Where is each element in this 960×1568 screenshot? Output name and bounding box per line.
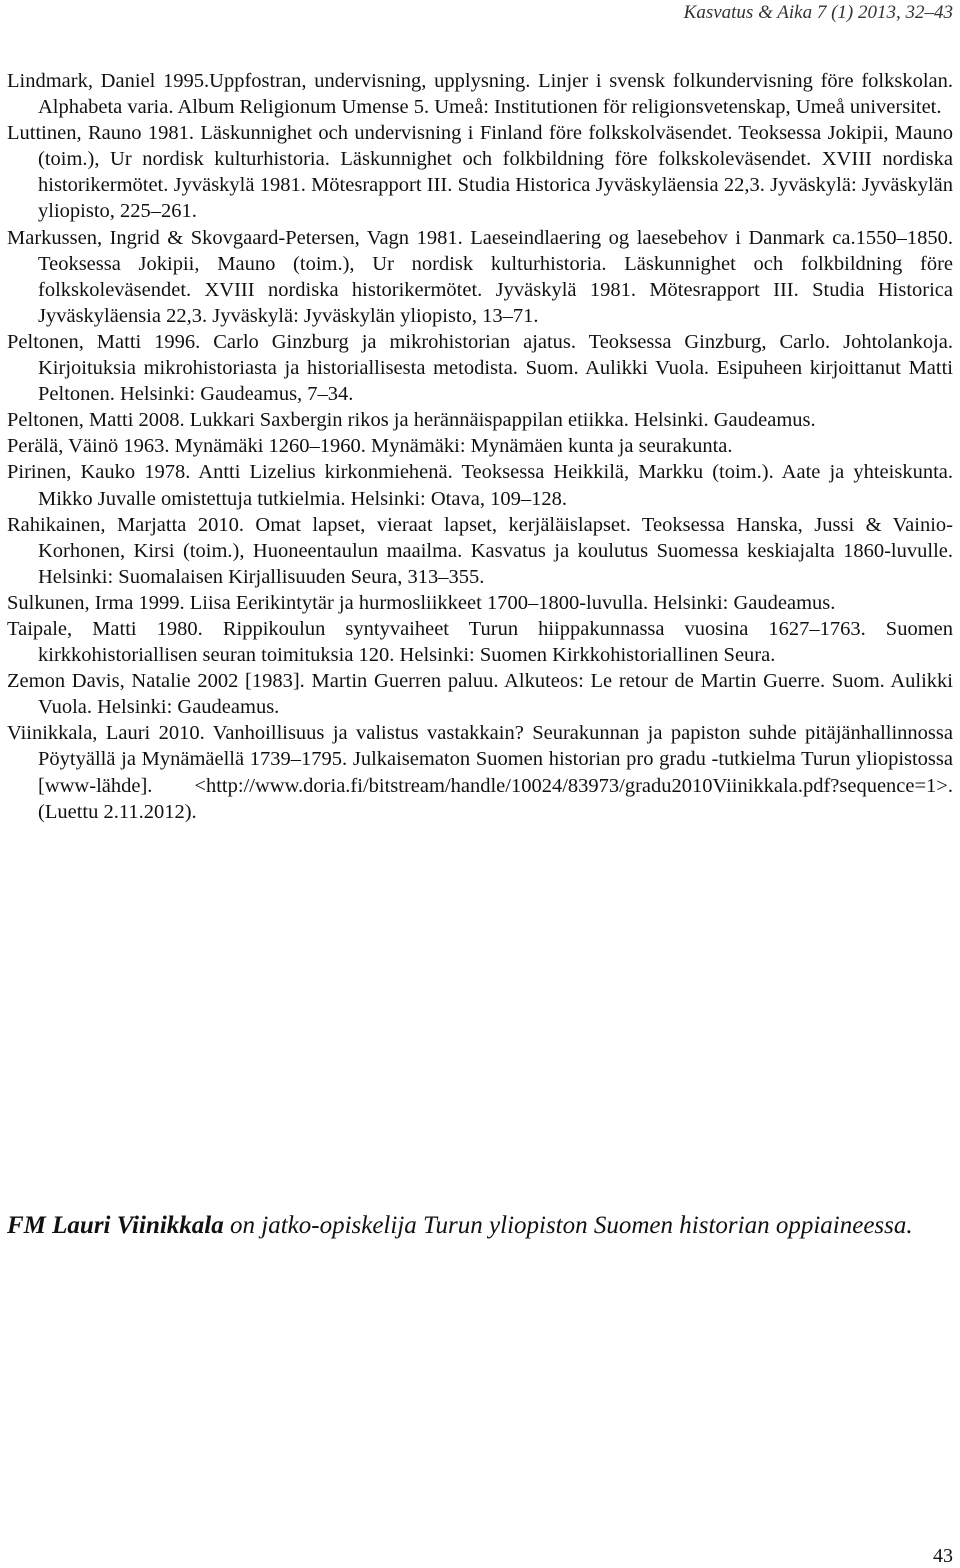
author-note (7, 1209, 953, 1243)
reference-entry: Markussen, Ingrid & Skovgaard-Petersen, Vagn 1981. Laeseindlaering og laesebehov i Danmark ca.1550–1850. Teoksessa Jokipii, Mauno (toim.), Ur nordisk kulturhistoria. Läskunnighet och folkbildning före folkskoleväsendet. XVIII nordiska historikermötet. Jyväskylä 1981. Mötesrapport III. Studia Historica Jyväskyläensia 22,3. Jyväskylä: Jyväskylän yliopisto, 13–71. (7, 226, 953, 327)
page-number: 43 (933, 1545, 953, 1567)
reference-entry: Perälä, Väinö 1963. Mynämäki 1260–1960. Mynämäki: Mynämäen kunta ja seurakunta. (7, 435, 733, 458)
reference-list (7, 68, 953, 825)
running-header: Kasvatus & Aika 7 (1) 2013, 32–43 (683, 2, 953, 23)
reference-entry: Sulkunen, Irma 1999. Liisa Eerikintytär ja hurmosliikkeet 1700–1800-luvulla. Helsinki: Gaudeamus. (7, 591, 836, 614)
reference-entry: Peltonen, Matti 1996. Carlo Ginzburg ja mikrohistorian ajatus. Teoksessa Ginzburg, Carlo. Johtolankoja. Kirjoituksia mikrohistoriasta ja historiallisesta metodista. Suom. Aulikki Vuola. Esipuheen kirjoittanut Matti Peltonen. Helsinki: Gaudeamus, 7–34. (7, 330, 953, 406)
reference-entry: Pirinen, Kauko 1978. Antti Lizelius kirkonmiehenä. Teoksessa Heikkilä, Markku (toim.). Aate ja yhteiskunta. Mikko Juvalle omistettuja tutkielmia. Helsinki: Otava, 109–128. (7, 461, 953, 510)
author-description: on jatko-opiskelija Turun yliopiston Suomen historian oppiaineessa. (223, 1212, 913, 1239)
reference-entry: Taipale, Matti 1980. Rippikoulun syntyvaiheet Turun hiippakunnassa vuosina 1627–1763. Suomen kirkkohistoriallisen seuran toimituksia 120. Helsinki: Suomen Kirkkohistoriallinen Seura. (7, 617, 953, 667)
reference-entry: Luttinen, Rauno 1981. Läskunnighet och undervisning i Finland före folkskolväsendet. Teoksessa Jokipii, Mauno (toim.), Ur nordisk kulturhistoria. Läskunnighet och folkbildning före folkskoleväsendet. XVIII nordiska historikermötet. Jyväskylä 1981. Mötesrapport III. Studia Historica Jyväskyläensia 22,3. Jyväskylä: Jyväskylän yliopisto, 225–261. (7, 122, 953, 223)
reference-entry: Peltonen, Matti 2008. Lukkari Saxbergin rikos ja herännäispappilan etiikka. Helsinki. Gaudeamus. (7, 409, 816, 432)
reference-entry: Lindmark, Daniel 1995.Uppfostran, undervisning, upplysning. Linjer i svensk folkundervisning före folkskolan. Alphabeta varia. Album Religionum Umense 5. Umeå: Institutionen för religionsvetenskap, Umeå universitet. (7, 70, 953, 119)
reference-entry: Zemon Davis, Natalie 2002 [1983]. Martin Guerren paluu. Alkuteos: Le retour de Martin Guerre. Suom. Aulikki Vuola. Helsinki: Gaudeamus. (7, 670, 953, 719)
reference-entry: Viinikkala, Lauri 2010. Vanhoillisuus ja valistus vastakkain? Seurakunnan ja papiston suhde pitäjänhallinnossa Pöytyällä ja Mynämäellä 1739–1795. Julkaisematon Suomen historian pro gradu -tutkielma Turun yliopistossa [www-lähde]. <http://www.doria.fi/bitstream/handle/10024/83973/gradu2010Viinikkala.pdf?sequence=1>. (Luettu 2.11.2012). (7, 722, 953, 823)
reference-entry: Rahikainen, Marjatta 2010. Omat lapset, vieraat lapset, kerjäläislapset. Teoksessa Hanska, Jussi & Vainio-Korhonen, Kirsi (toim.), Huoneentaulun maailma. Kasvatus ja koulutus Suomessa keskiajalta 1860-luvulle. Helsinki: Suomalaisen Kirjallisuuden Seura, 313–355. (7, 513, 953, 588)
author-name: FM Lauri Viinikkala (7, 1212, 224, 1239)
